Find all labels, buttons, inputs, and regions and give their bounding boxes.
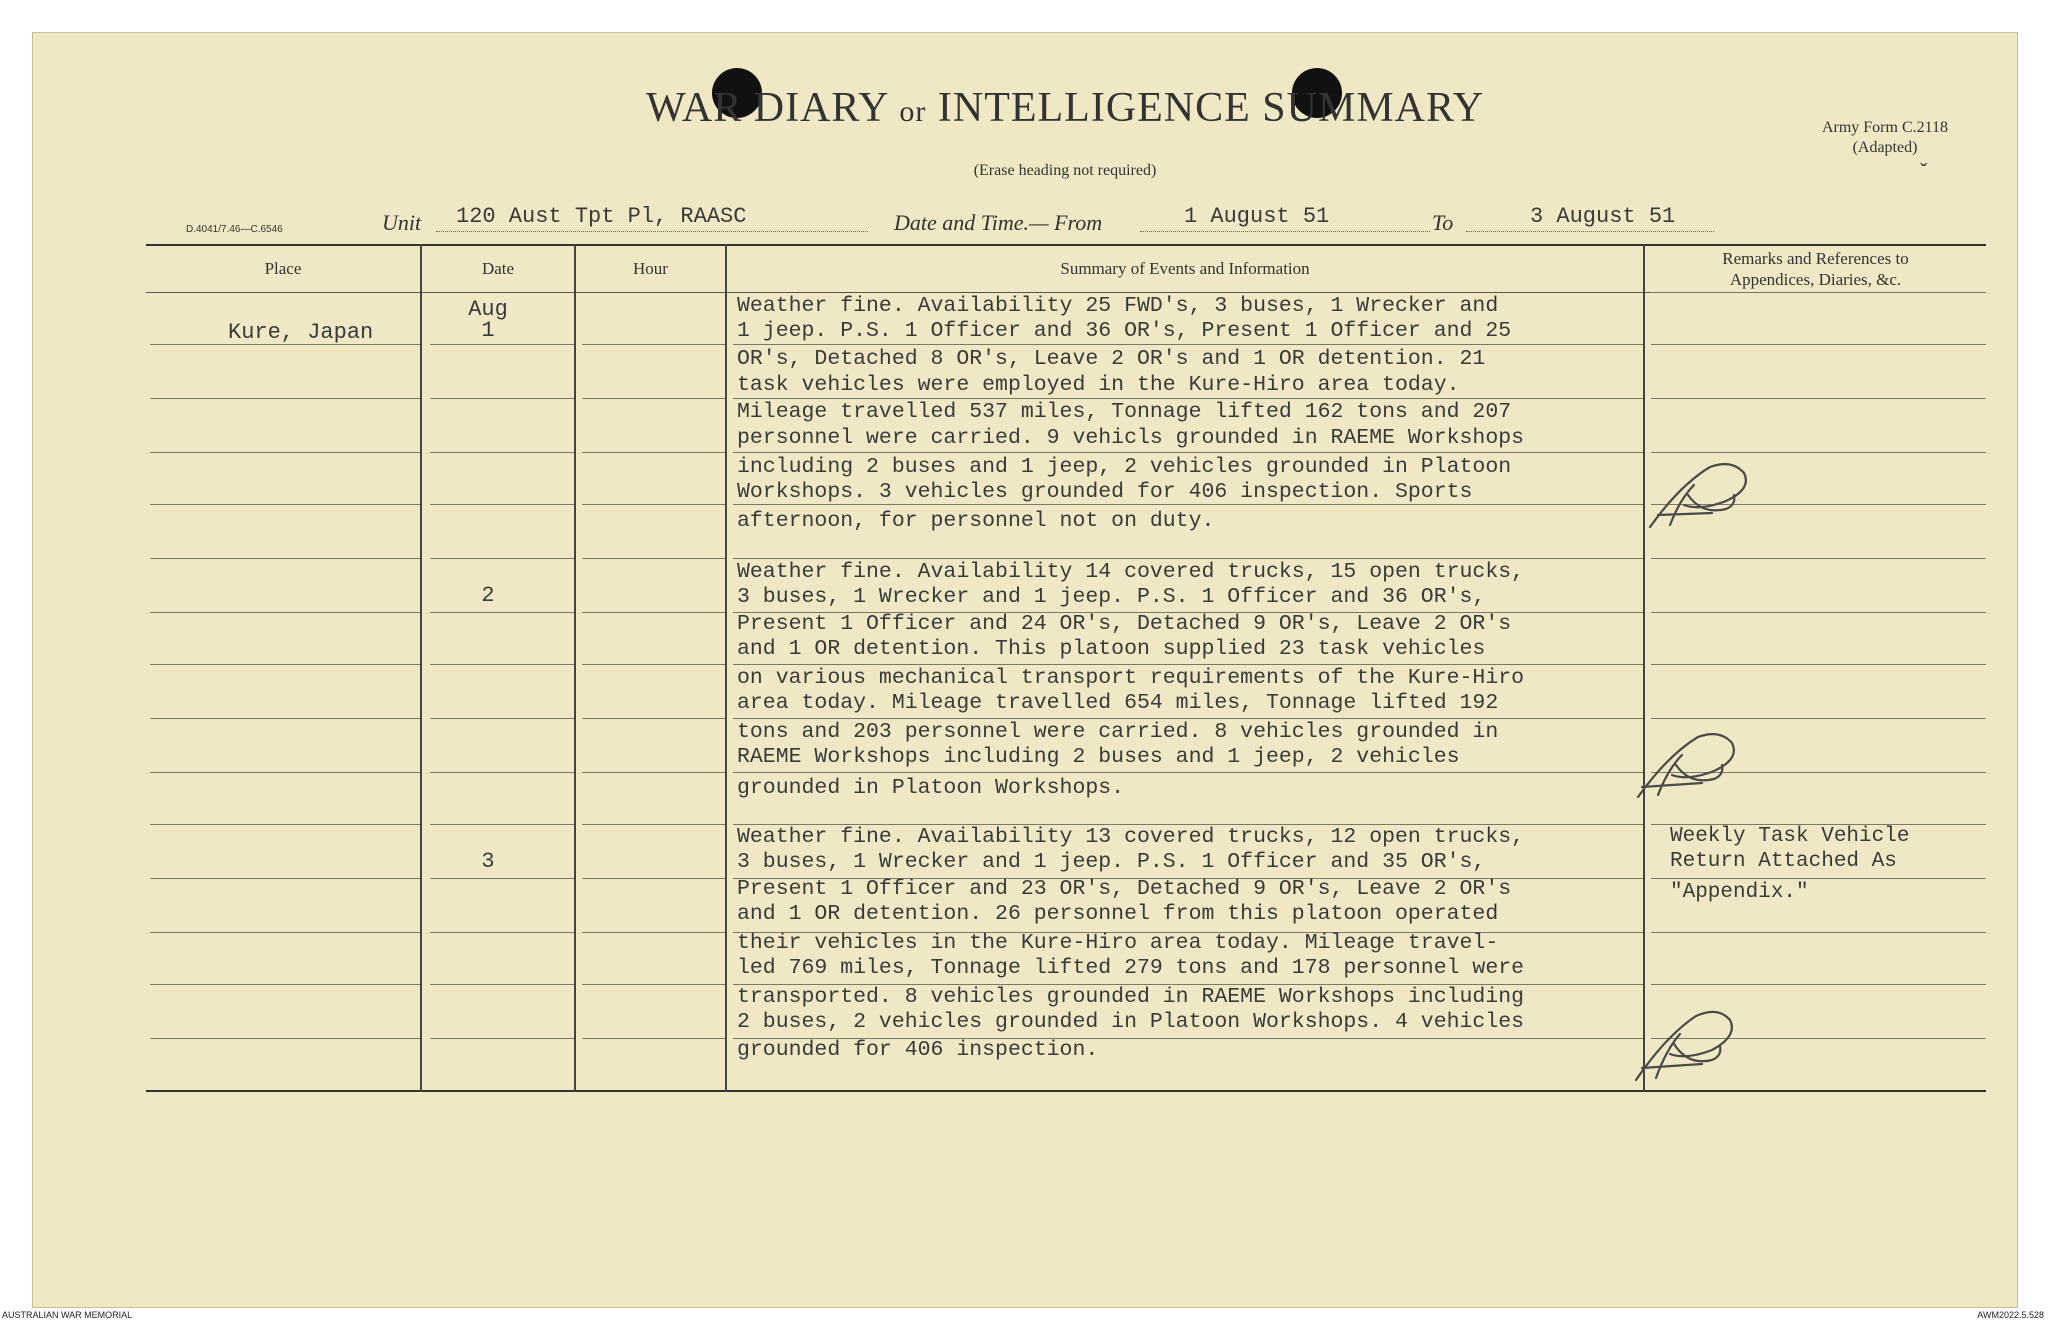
entry-3-line-1: Weather fine. Availability 13 covered trucks, 12 open trucks,: [737, 825, 1525, 849]
to-label: To: [1432, 210, 1454, 235]
ruled-line: [1651, 452, 1986, 453]
ruled-line: [1651, 718, 1986, 719]
ruled-line: [430, 824, 574, 825]
ruled-line: [430, 664, 574, 665]
ruled-line: [150, 612, 420, 613]
ruled-line: [733, 664, 1643, 665]
ruled-line: [150, 772, 420, 773]
ruled-line: [150, 452, 420, 453]
army-form-note: (Adapted): [1852, 139, 1918, 156]
ruled-line: [1651, 292, 1986, 293]
ruled-line: [150, 824, 420, 825]
handwritten-initials-1: [1640, 455, 1760, 535]
ruled-line: [582, 718, 725, 719]
page-subtitle: (Erase heading not required): [973, 162, 1157, 179]
entry-3-line-7: transported. 8 vehicles grounded in RAEME Workshops including: [737, 985, 1525, 1009]
ruled-line: [430, 504, 574, 505]
column-header-place: Place: [264, 259, 302, 278]
column-divider-summary: [1643, 244, 1645, 1092]
ruled-line: [582, 612, 725, 613]
title-or: or: [899, 95, 927, 128]
ruled-line: [150, 718, 420, 719]
unit-label: Unit: [382, 210, 422, 235]
entry-2-line-8: RAEME Workshops including 2 buses and 1 jeep, 2 vehicles: [737, 745, 1460, 769]
ruled-line: [430, 398, 574, 399]
entry-3-line-6: led 769 miles, Tonnage lifted 279 tons and 178 personnel were: [737, 956, 1525, 980]
column-divider-place: [420, 244, 422, 1092]
from-value: 1 August 51: [1140, 204, 1430, 232]
unit-value: 120 Aust Tpt Pl, RAASC: [436, 204, 868, 232]
ruled-line: [430, 932, 574, 933]
form-code: D.4041/7.46—C.6546: [186, 224, 283, 235]
ruled-line: [150, 558, 420, 559]
ruled-line: [733, 718, 1643, 719]
entry-3-line-5: their vehicles in the Kure-Hiro area today. Mileage travel-: [737, 931, 1499, 955]
ruled-line: [1651, 612, 1986, 613]
entry-1-day: 1: [481, 318, 495, 343]
title-intelligence-summary: INTELLIGENCE SUMMARY: [937, 85, 1485, 131]
column-divider-date: [574, 244, 576, 1092]
ruled-line: [430, 558, 574, 559]
entry-2-line-5: on various mechanical transport requirements of the Kure-Hiro: [737, 666, 1525, 690]
entry-3-line-3: Present 1 Officer and 23 OR's, Detached 9 OR's, Leave 2 OR's: [737, 877, 1512, 901]
entry-3-day: 3: [481, 849, 495, 874]
ruled-line: [733, 772, 1643, 773]
ruled-line: [150, 398, 420, 399]
footer-right: AWM2022.5.528: [1977, 1310, 2044, 1320]
ruled-line: [430, 772, 574, 773]
ruled-line: [1651, 664, 1986, 665]
entry-2-line-6: area today. Mileage travelled 654 miles, Tonnage lifted 192: [737, 691, 1499, 715]
ruled-line: [733, 344, 1643, 345]
ruled-line: [150, 1038, 420, 1039]
entry-1-line-1: Weather fine. Availability 25 FWD's, 3 buses, 1 Wrecker and: [737, 294, 1499, 318]
ruled-line: [582, 452, 725, 453]
ruled-line: [582, 824, 725, 825]
column-divider-hour: [725, 244, 727, 1092]
ruled-line: [1651, 558, 1986, 559]
entry-1-line-4: task vehicles were employed in the Kure-Hiro area today.: [737, 373, 1460, 397]
entry-1-line-6: personnel were carried. 9 vehicls grounded in RAEME Workshops: [737, 426, 1525, 450]
ruled-line: [430, 344, 574, 345]
ruled-line: [582, 504, 725, 505]
entry-1-line-3: OR's, Detached 8 OR's, Leave 2 OR's and 1 OR detention. 21: [737, 347, 1486, 371]
entry-2-line-7: tons and 203 personnel were carried. 8 vehicles grounded in: [737, 720, 1499, 744]
ruled-line: [430, 878, 574, 879]
ruled-line: [150, 664, 420, 665]
ruled-line: [582, 1038, 725, 1039]
ruled-line: [582, 932, 725, 933]
table-top-border: [146, 244, 1986, 246]
entry-3-line-8: 2 buses, 2 vehicles grounded in Platoon Workshops. 4 vehicles: [737, 1010, 1525, 1034]
army-form-label: [1790, 118, 1980, 158]
footer-left: AUSTRALIAN WAR MEMORIAL: [2, 1310, 133, 1320]
ruled-line: [582, 878, 725, 879]
title-war-diary: WAR DIARY: [645, 85, 888, 131]
entry-3-line-4: and 1 OR detention. 26 personnel from this platoon operated: [737, 902, 1499, 926]
remark-line-2: Return Attached As: [1670, 850, 1897, 873]
entry-2-line-4: and 1 OR detention. This platoon supplied 23 task vehicles: [737, 637, 1486, 661]
ruled-line: [430, 612, 574, 613]
column-header-hour: Hour: [633, 259, 668, 278]
ruled-line: [582, 664, 725, 665]
ruled-line: [150, 932, 420, 933]
entry-2-day: 2: [481, 583, 495, 608]
entry-1-line-8: Workshops. 3 vehicles grounded for 406 inspection. Sports: [737, 480, 1473, 504]
ruled-line: [582, 984, 725, 985]
remarks-header-line2: Appendices, Diaries, &c.: [1729, 270, 1902, 289]
ruled-line: [1651, 984, 1986, 985]
ruled-line: [1651, 398, 1986, 399]
ruled-line: [733, 558, 1643, 559]
ruled-line: [430, 984, 574, 985]
entry-3-line-9: grounded for 406 inspection.: [737, 1038, 1099, 1062]
tick-mark: ˇ: [1920, 158, 1928, 183]
ruled-line: [733, 452, 1643, 453]
ruled-line: [733, 504, 1643, 505]
date-time-label: Date and Time.— From: [894, 210, 1103, 235]
remark-line-3: "Appendix.": [1670, 881, 1809, 904]
entry-1-line-9: afternoon, for personnel not on duty.: [737, 509, 1215, 533]
ruled-line: [582, 398, 725, 399]
army-form-number: Army Form C.2118: [1821, 119, 1949, 136]
ruled-line: [733, 398, 1643, 399]
ruled-line: [1651, 932, 1986, 933]
ruled-line: [430, 718, 574, 719]
handwritten-initials-3: [1626, 1000, 1746, 1090]
ruled-line: [430, 452, 574, 453]
table-bottom-border: [146, 1090, 1986, 1092]
place-kure-japan: Kure, Japan: [228, 320, 374, 345]
ruled-line: [582, 772, 725, 773]
ruled-line: [1651, 878, 1986, 879]
column-header-summary: Summary of Events and Information: [1060, 259, 1310, 278]
ruled-line: [150, 878, 420, 879]
entry-1-line-5: Mileage travelled 537 miles, Tonnage lifted 162 tons and 207: [737, 400, 1512, 424]
remark-line-1: Weekly Task Vehicle: [1670, 825, 1910, 848]
entry-1-line-2: 1 jeep. P.S. 1 Officer and 36 OR's, Present 1 Officer and 25: [737, 319, 1512, 343]
entry-2-line-9: grounded in Platoon Workshops.: [737, 776, 1125, 800]
remarks-header-line1: Remarks and References to: [1722, 249, 1909, 268]
to-value: 3 August 51: [1466, 204, 1714, 232]
ruled-line: [430, 1038, 574, 1039]
ruled-line: [150, 984, 420, 985]
column-header-remarks: [1645, 248, 1986, 290]
entry-3-line-2: 3 buses, 1 Wrecker and 1 jeep. P.S. 1 Officer and 35 OR's,: [737, 850, 1486, 874]
ruled-line: [150, 504, 420, 505]
column-header-date: Date: [481, 259, 515, 278]
ruled-line: [582, 344, 725, 345]
entry-1-line-7: including 2 buses and 1 jeep, 2 vehicles grounded in Platoon: [737, 455, 1512, 479]
page-title: [520, 84, 1610, 132]
entry-1-month: Aug: [468, 297, 508, 322]
entry-2-line-2: 3 buses, 1 Wrecker and 1 jeep. P.S. 1 Officer and 36 OR's,: [737, 585, 1486, 609]
ruled-line: [582, 558, 725, 559]
handwritten-initials-2: [1628, 725, 1748, 805]
entry-2-line-1: Weather fine. Availability 14 covered trucks, 15 open trucks,: [737, 560, 1525, 584]
entry-2-line-3: Present 1 Officer and 24 OR's, Detached 9 OR's, Leave 2 OR's: [737, 612, 1512, 636]
ruled-line: [1651, 344, 1986, 345]
